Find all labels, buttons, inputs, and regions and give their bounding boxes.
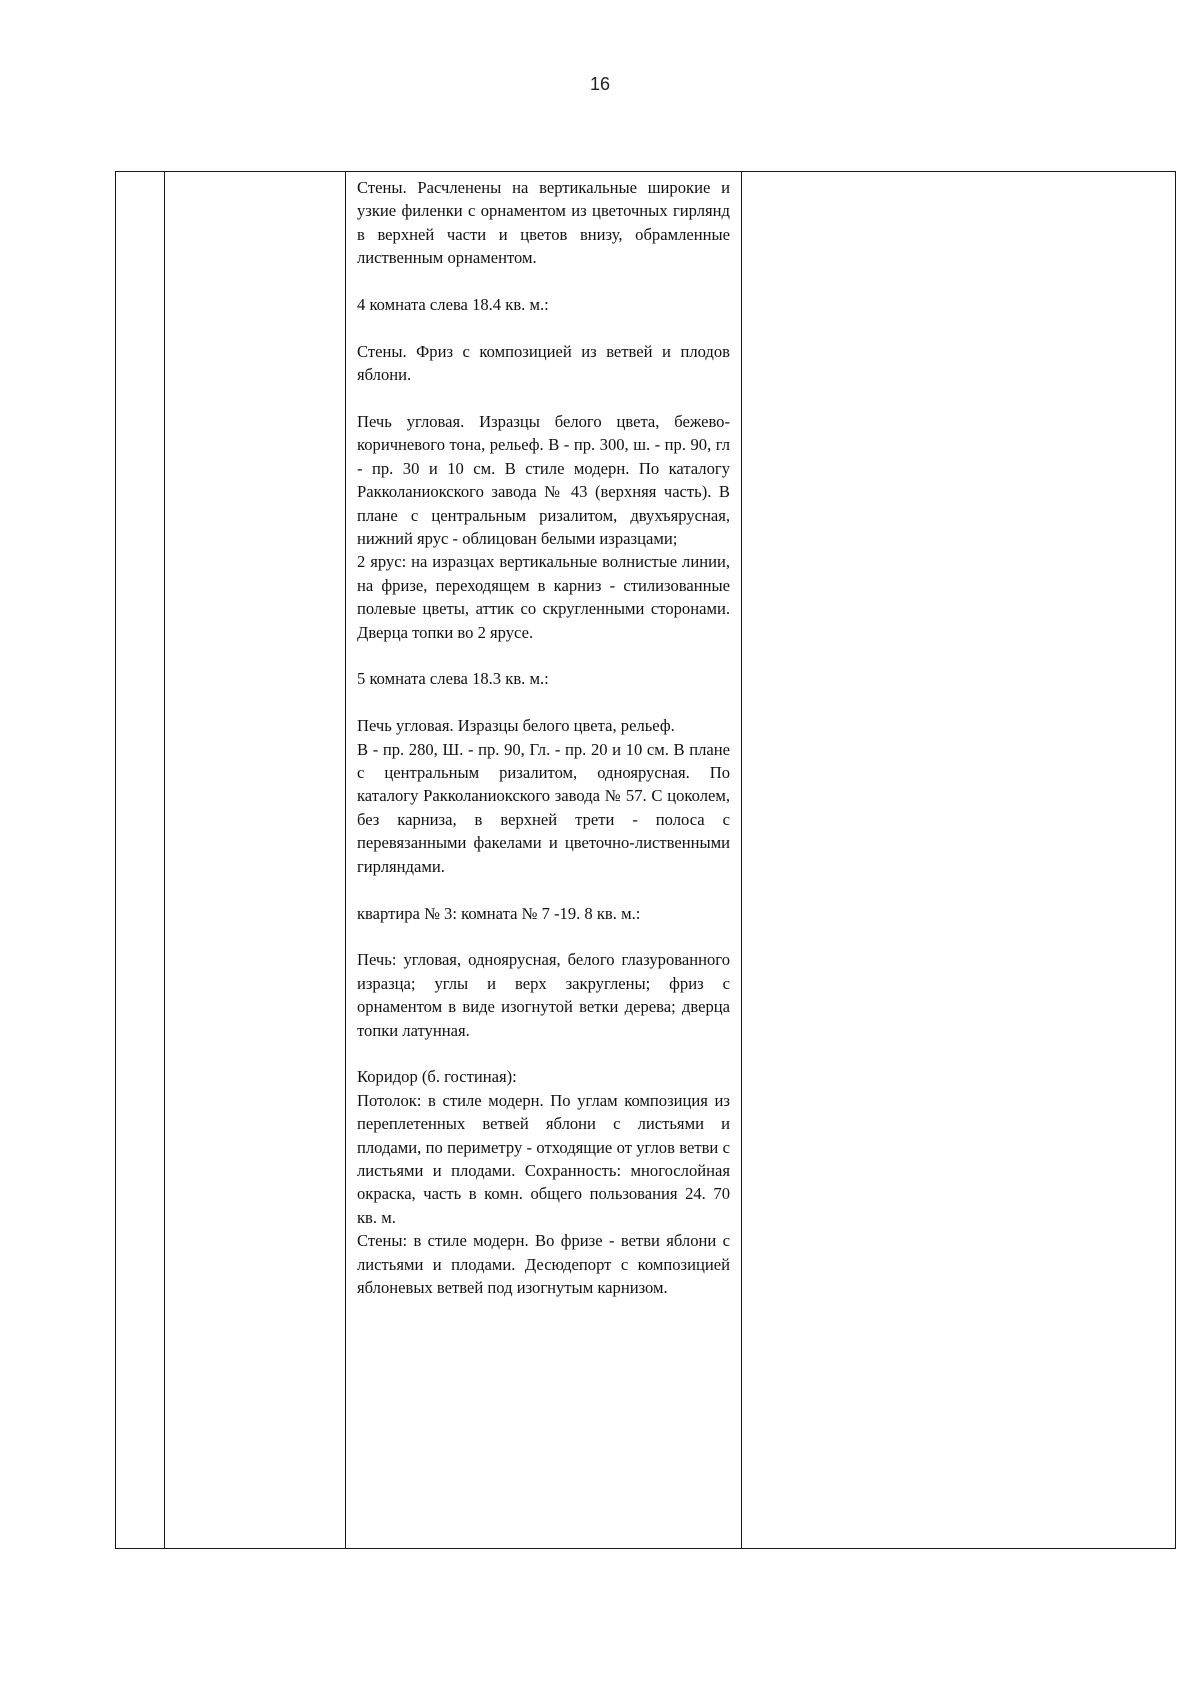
room-heading: 4 комната слева 18.4 кв. м.: bbox=[357, 295, 549, 315]
table-cell-name bbox=[165, 172, 346, 1549]
description-paragraph: Потолок: в стиле модерн. По углам композиция из переплетенных ветвей яблони с листьями и плодами, по периметру - отходящие от углов ветви с листьями и плодами. Сохранность: многослойная окраска, часть в комн. общего пользования 24. 70 кв. м. bbox=[357, 1090, 730, 1227]
room-heading: Коридор (б. гостиная): bbox=[357, 1067, 517, 1087]
page-number: 16 bbox=[589, 74, 611, 94]
room-heading: 5 комната слева 18.3 кв. м.: bbox=[357, 669, 549, 689]
table-row bbox=[116, 172, 1176, 1549]
description-paragraph: Печь угловая. Изразцы белого цвета, бежево-коричневого тона, рельеф. В - пр. 300, ш. - пр. 90, гл - пр. 30 и 10 см. В стиле модерн. По каталогу Ракколаниокского завода № 43 (верхняя часть). В плане с центральным ризалитом, двухъярусная, нижний ярус - облицован белыми изразцами; bbox=[357, 412, 730, 549]
description-paragraph: Печь угловая. Изразцы белого цвета, рельеф. bbox=[357, 716, 675, 736]
table-cell-description bbox=[346, 172, 742, 1549]
description-paragraph: Стены. Расчленены на вертикальные широкие и узкие филенки с орнаментом из цветочных гирлянд в верхней части и цветов внизу, обрамленные лиственным орнаментом. bbox=[357, 178, 730, 268]
heritage-object-table bbox=[115, 171, 1176, 1549]
description-paragraph: Стены. Фриз с композицией из ветвей и плодов яблони. bbox=[357, 341, 730, 385]
table-cell-number bbox=[116, 172, 165, 1549]
description-paragraph: В - пр. 280, Ш. - пр. 90, Гл. - пр. 20 и 10 см. В плане с центральным ризалитом, одноярусная. По каталогу Ракколаниокского завода № 57. С цоколем, без карниза, в верхней трети - полоса с перевязанными факелами и цветочно-лиственными гирляндами. bbox=[357, 739, 730, 876]
description-paragraph: Печь: угловая, одноярусная, белого глазурованного изразца; углы и верх закруглены; фриз с орнаментом в виде изогнутой ветки дерева; дверца топки латунная. bbox=[357, 950, 730, 1040]
description-paragraph: 2 ярус: на изразцах вертикальные волнистые линии, на фризе, переходящем в карниз - стилизованные полевые цветы, аттик со скругленными сторонами. Дверца топки во 2 ярусе. bbox=[357, 552, 730, 642]
room-heading: квартира № 3: комната № 7 -19. 8 кв. м.: bbox=[357, 903, 641, 923]
table-cell-notes bbox=[742, 172, 1176, 1549]
description-paragraph: Стены: в стиле модерн. Во фризе - ветви яблони с листьями и плодами. Десюдепорт с композицией яблоневых ветвей под изогнутым карнизом. bbox=[357, 1231, 730, 1297]
